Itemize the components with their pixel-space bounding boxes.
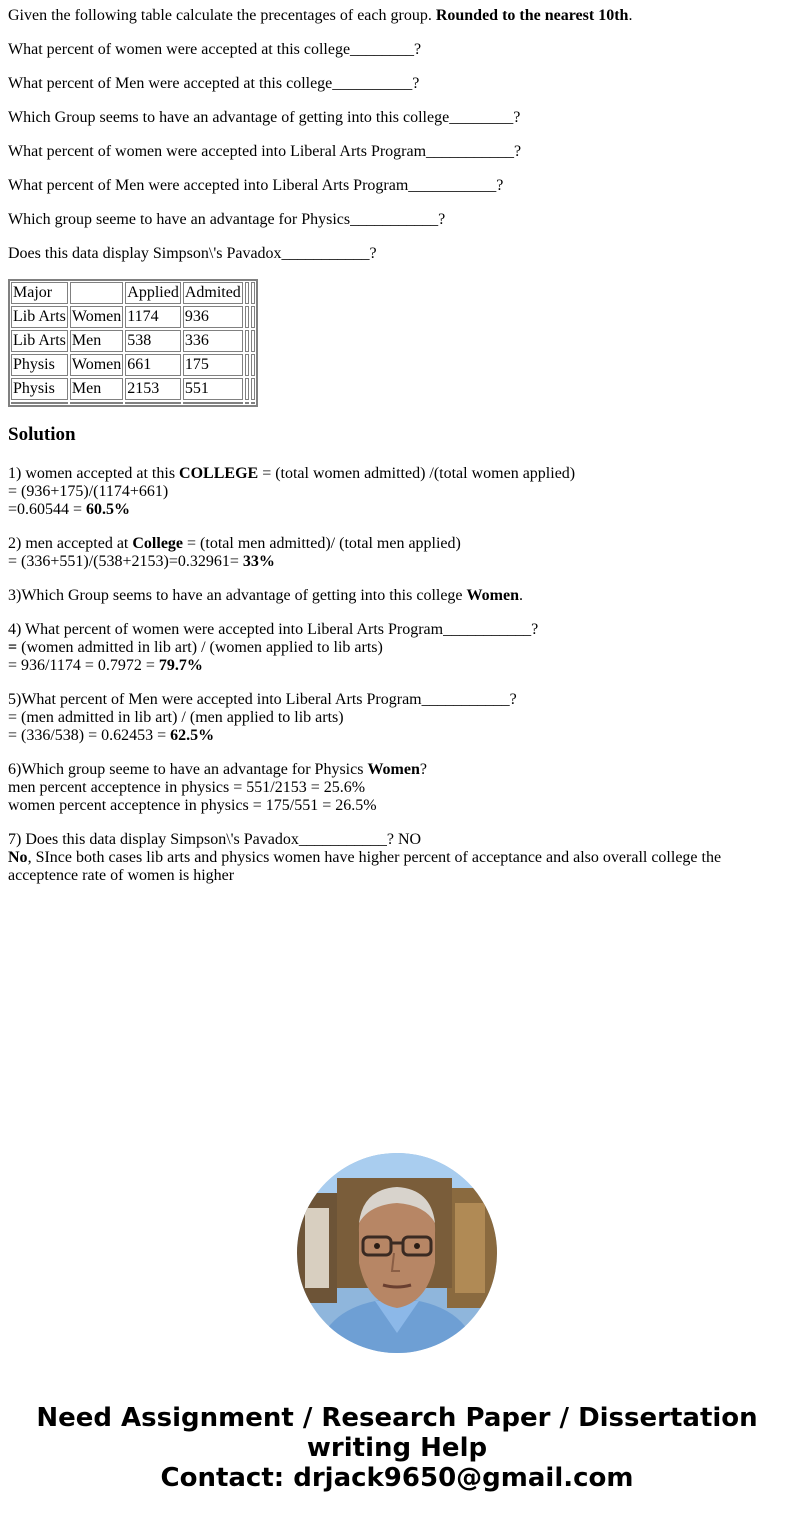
solution-step-7 — [8, 831, 786, 885]
table-empty-cell — [183, 402, 243, 404]
person-photo-icon — [297, 1153, 497, 1353]
question-3: Which Group seems to have an advantage of getting into this college________? — [8, 109, 521, 126]
step-line: men percent acceptence in physics = 551/2153 = 25.6% — [8, 779, 366, 796]
step-answer: 60.5% — [86, 501, 131, 518]
step-text: = (total women admitted) /(total women applied) — [258, 465, 576, 482]
question-5: What percent of Men were accepted into Liberal Arts Program___________? — [8, 177, 504, 194]
table-cell: Physis — [11, 378, 68, 400]
table-header-cell: Major — [11, 282, 68, 304]
step-answer: Women — [367, 761, 420, 778]
table-row-empty — [11, 402, 255, 404]
step-text: = 936/1174 = 0.7972 = — [8, 657, 159, 674]
step-line: 4) What percent of women were accepted into Liberal Arts Program___________? — [8, 621, 539, 638]
step-bold: College — [132, 535, 184, 552]
table-empty-cell — [245, 282, 249, 304]
solution-heading: Solution — [8, 424, 76, 445]
intro-paragraph — [8, 7, 786, 25]
footer-contact: Contact: drjack9650@gmail.com — [160, 1463, 634, 1493]
solution-step-2 — [8, 535, 786, 571]
solution-step-3 — [8, 587, 786, 605]
table-cell: 936 — [183, 306, 243, 328]
question-7: Does this data display Simpson\'s Pavadox___________? — [8, 245, 377, 262]
table-empty-cell — [245, 402, 249, 404]
table-empty-cell — [245, 378, 249, 400]
table-empty-cell — [245, 306, 249, 328]
step-answer: Women — [466, 587, 519, 604]
table-cell: Women — [70, 354, 123, 376]
step-text: = (336/538) = 0.62453 = — [8, 727, 171, 744]
footer-line-1: Need Assignment / Research Paper / Dissertation — [36, 1403, 758, 1433]
contact-footer — [0, 1403, 794, 1493]
step-line: = (936+175)/(1174+661) — [8, 483, 169, 500]
question-6: Which group seeme to have an advantage for Physics___________? — [8, 211, 446, 228]
table-header-row — [11, 282, 255, 304]
step-text: 2) men accepted at — [8, 535, 133, 552]
step-line: women percent acceptence in physics = 175/551 = 26.5% — [8, 797, 377, 814]
step-bold: = — [8, 639, 18, 656]
table-cell: 661 — [125, 354, 181, 376]
intro-bold: Rounded to the nearest 10th — [435, 7, 629, 24]
admissions-table — [8, 279, 258, 407]
intro-end: . — [628, 7, 633, 24]
step-text: . — [518, 587, 523, 604]
step-text: ? — [419, 761, 427, 778]
solution-step-5 — [8, 691, 786, 745]
table-row — [11, 354, 255, 376]
table-cell: 538 — [125, 330, 181, 352]
step-text: (women admitted in lib art) / (women applied to lib arts) — [17, 639, 383, 656]
table-header-cell: Applied — [125, 282, 181, 304]
table-empty-cell — [251, 402, 255, 404]
step-text: 6)Which group seeme to have an advantage for Physics — [8, 761, 368, 778]
table-row — [11, 330, 255, 352]
document-body — [8, 7, 786, 901]
table-cell: Women — [70, 306, 123, 328]
table-row — [11, 306, 255, 328]
table-empty-cell — [251, 378, 255, 400]
step-line: = (men admitted in lib art) / (men applied to lib arts) — [8, 709, 344, 726]
intro-text: Given the following table calculate the precentages of each group. — [8, 7, 436, 24]
step-text: = (336+551)/(538+2153)=0.32961= — [8, 553, 243, 570]
table-empty-cell — [251, 354, 255, 376]
table-empty-cell — [245, 354, 249, 376]
table-cell: 1174 — [125, 306, 181, 328]
table-cell: Men — [70, 378, 123, 400]
footer-line-2: writing Help — [306, 1433, 488, 1463]
question-4: What percent of women were accepted into Liberal Arts Program___________? — [8, 143, 522, 160]
step-answer: 79.7% — [158, 657, 203, 674]
table-row — [11, 378, 255, 400]
table-cell: Physis — [11, 354, 68, 376]
avatar — [297, 1153, 497, 1353]
question-2: What percent of Men were accepted at this college__________? — [8, 75, 420, 92]
step-bold: COLLEGE — [179, 465, 259, 482]
table-empty-cell — [11, 402, 68, 404]
table-cell: 2153 — [125, 378, 181, 400]
step-text: 3)Which Group seems to have an advantage of getting into this college — [8, 587, 467, 604]
table-header-cell: Admited — [183, 282, 243, 304]
step-text: 1) women accepted at this — [8, 465, 180, 482]
table-header-cell — [70, 282, 123, 304]
solution-step-4 — [8, 621, 786, 675]
table-cell: 551 — [183, 378, 243, 400]
solution-step-1 — [8, 465, 786, 519]
table-cell: 336 — [183, 330, 243, 352]
table-cell: Men — [70, 330, 123, 352]
step-text: = (total men admitted)/ (total men applied) — [183, 535, 461, 552]
table-empty-cell — [251, 306, 255, 328]
table-cell: 175 — [183, 354, 243, 376]
step-answer: 62.5% — [170, 727, 215, 744]
step-answer: No — [8, 849, 28, 866]
table-empty-cell — [245, 330, 249, 352]
solution-step-6 — [8, 761, 786, 815]
table-empty-cell — [251, 282, 255, 304]
table-cell: Lib Arts — [11, 306, 68, 328]
question-1: What percent of women were accepted at this college________? — [8, 41, 422, 58]
step-text: =0.60544 = — [8, 501, 87, 518]
table-empty-cell — [125, 402, 181, 404]
table-empty-cell — [70, 402, 123, 404]
step-text: , SInce both cases lib arts and physics women have higher percent of acceptance and also overall college the acceptence rate of women is higher — [8, 849, 722, 884]
step-answer: 33% — [242, 553, 275, 570]
table-cell: Lib Arts — [11, 330, 68, 352]
step-line: 7) Does this data display Simpson\'s Pavadox___________? NO — [8, 831, 422, 848]
step-line: 5)What percent of Men were accepted into Liberal Arts Program___________? — [8, 691, 517, 708]
table-empty-cell — [251, 330, 255, 352]
